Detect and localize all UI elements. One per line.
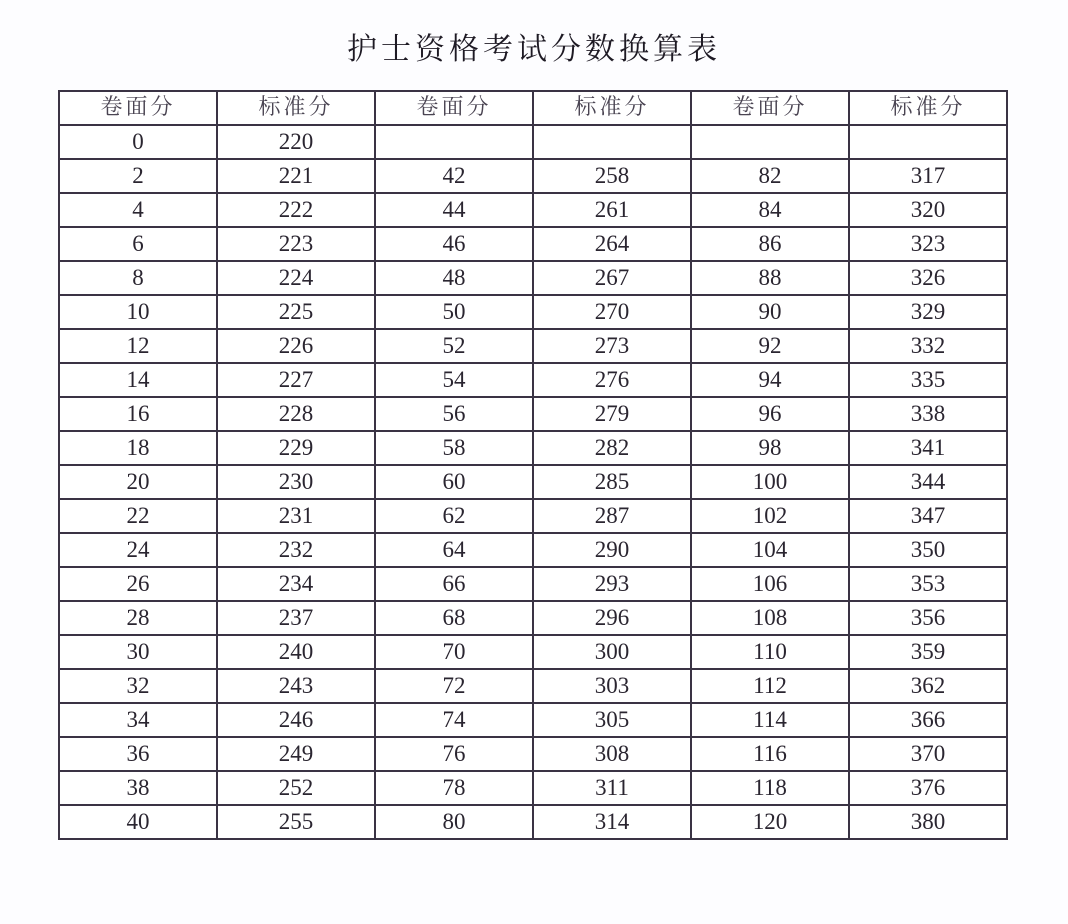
table-row xyxy=(59,771,1007,805)
cell-standard-score-3: 347 xyxy=(849,499,1007,533)
cell-raw-score-2: 54 xyxy=(375,363,533,397)
cell-raw-score-3: 84 xyxy=(691,193,849,227)
cell-standard-score-1: 231 xyxy=(217,499,375,533)
cell-standard-score-1: 220 xyxy=(217,125,375,159)
cell-raw-score-1: 40 xyxy=(59,805,217,839)
cell-standard-score-2: 282 xyxy=(533,431,691,465)
cell-raw-score-1: 4 xyxy=(59,193,217,227)
cell-standard-score-3: 338 xyxy=(849,397,1007,431)
cell-standard-score-2: 287 xyxy=(533,499,691,533)
score-conversion-table xyxy=(58,90,1008,840)
table-row xyxy=(59,669,1007,703)
cell-raw-score-1: 10 xyxy=(59,295,217,329)
table-header-row xyxy=(59,91,1007,125)
cell-raw-score-3: 98 xyxy=(691,431,849,465)
header-raw-score-2: 卷面分 xyxy=(375,91,533,125)
cell-raw-score-3: 118 xyxy=(691,771,849,805)
cell-raw-score-3: 112 xyxy=(691,669,849,703)
cell-standard-score-2: 285 xyxy=(533,465,691,499)
cell-standard-score-1: 255 xyxy=(217,805,375,839)
cell-raw-score-2: 58 xyxy=(375,431,533,465)
cell-standard-score-1: 226 xyxy=(217,329,375,363)
cell-standard-score-3: 376 xyxy=(849,771,1007,805)
table-row xyxy=(59,227,1007,261)
cell-raw-score-2: 76 xyxy=(375,737,533,771)
cell-raw-score-1: 28 xyxy=(59,601,217,635)
cell-standard-score-2: 276 xyxy=(533,363,691,397)
cell-standard-score-1: 246 xyxy=(217,703,375,737)
cell-raw-score-3: 120 xyxy=(691,805,849,839)
cell-raw-score-3 xyxy=(691,125,849,159)
cell-standard-score-1: 225 xyxy=(217,295,375,329)
cell-standard-score-3: 335 xyxy=(849,363,1007,397)
cell-raw-score-3: 86 xyxy=(691,227,849,261)
cell-raw-score-2: 50 xyxy=(375,295,533,329)
table-row xyxy=(59,295,1007,329)
cell-raw-score-1: 24 xyxy=(59,533,217,567)
cell-raw-score-1: 12 xyxy=(59,329,217,363)
cell-standard-score-1: 249 xyxy=(217,737,375,771)
cell-standard-score-3: 362 xyxy=(849,669,1007,703)
cell-raw-score-1: 14 xyxy=(59,363,217,397)
cell-raw-score-2: 78 xyxy=(375,771,533,805)
cell-raw-score-2: 74 xyxy=(375,703,533,737)
cell-raw-score-3: 94 xyxy=(691,363,849,397)
table-row xyxy=(59,805,1007,839)
cell-standard-score-2: 290 xyxy=(533,533,691,567)
table-row xyxy=(59,125,1007,159)
cell-standard-score-2: 279 xyxy=(533,397,691,431)
cell-raw-score-3: 96 xyxy=(691,397,849,431)
cell-standard-score-3: 344 xyxy=(849,465,1007,499)
table-body xyxy=(59,125,1007,839)
table-row xyxy=(59,533,1007,567)
cell-raw-score-1: 2 xyxy=(59,159,217,193)
header-standard-score-2: 标准分 xyxy=(533,91,691,125)
cell-standard-score-2: 300 xyxy=(533,635,691,669)
cell-standard-score-3: 353 xyxy=(849,567,1007,601)
cell-standard-score-1: 229 xyxy=(217,431,375,465)
table-row xyxy=(59,159,1007,193)
cell-standard-score-3: 359 xyxy=(849,635,1007,669)
cell-raw-score-3: 106 xyxy=(691,567,849,601)
cell-standard-score-2: 273 xyxy=(533,329,691,363)
cell-raw-score-2: 56 xyxy=(375,397,533,431)
cell-standard-score-3: 370 xyxy=(849,737,1007,771)
table-row xyxy=(59,737,1007,771)
cell-standard-score-2: 270 xyxy=(533,295,691,329)
cell-standard-score-3: 380 xyxy=(849,805,1007,839)
table-row xyxy=(59,431,1007,465)
cell-standard-score-1: 230 xyxy=(217,465,375,499)
cell-raw-score-2: 52 xyxy=(375,329,533,363)
table-row xyxy=(59,635,1007,669)
cell-standard-score-2: 261 xyxy=(533,193,691,227)
cell-standard-score-3: 350 xyxy=(849,533,1007,567)
header-standard-score-1: 标准分 xyxy=(217,91,375,125)
cell-raw-score-3: 116 xyxy=(691,737,849,771)
cell-raw-score-3: 90 xyxy=(691,295,849,329)
cell-standard-score-1: 237 xyxy=(217,601,375,635)
cell-raw-score-3: 88 xyxy=(691,261,849,295)
cell-raw-score-2: 46 xyxy=(375,227,533,261)
cell-standard-score-3: 323 xyxy=(849,227,1007,261)
cell-standard-score-1: 228 xyxy=(217,397,375,431)
cell-raw-score-3: 114 xyxy=(691,703,849,737)
cell-standard-score-1: 234 xyxy=(217,567,375,601)
cell-raw-score-1: 22 xyxy=(59,499,217,533)
cell-standard-score-3: 320 xyxy=(849,193,1007,227)
table-row xyxy=(59,329,1007,363)
table-row xyxy=(59,397,1007,431)
cell-raw-score-2: 72 xyxy=(375,669,533,703)
cell-standard-score-1: 224 xyxy=(217,261,375,295)
cell-raw-score-1: 34 xyxy=(59,703,217,737)
cell-raw-score-3: 104 xyxy=(691,533,849,567)
cell-raw-score-2: 68 xyxy=(375,601,533,635)
table-row xyxy=(59,465,1007,499)
cell-raw-score-3: 108 xyxy=(691,601,849,635)
cell-raw-score-3: 102 xyxy=(691,499,849,533)
cell-standard-score-2: 267 xyxy=(533,261,691,295)
cell-standard-score-1: 240 xyxy=(217,635,375,669)
cell-raw-score-2: 44 xyxy=(375,193,533,227)
cell-raw-score-1: 8 xyxy=(59,261,217,295)
cell-standard-score-2 xyxy=(533,125,691,159)
cell-standard-score-1: 221 xyxy=(217,159,375,193)
header-raw-score-3: 卷面分 xyxy=(691,91,849,125)
cell-raw-score-1: 16 xyxy=(59,397,217,431)
cell-raw-score-2: 66 xyxy=(375,567,533,601)
cell-raw-score-1: 36 xyxy=(59,737,217,771)
cell-raw-score-2: 64 xyxy=(375,533,533,567)
cell-standard-score-3 xyxy=(849,125,1007,159)
cell-standard-score-1: 232 xyxy=(217,533,375,567)
cell-standard-score-3: 341 xyxy=(849,431,1007,465)
table-row xyxy=(59,261,1007,295)
table-row xyxy=(59,499,1007,533)
cell-standard-score-2: 258 xyxy=(533,159,691,193)
cell-standard-score-3: 317 xyxy=(849,159,1007,193)
cell-standard-score-2: 264 xyxy=(533,227,691,261)
cell-standard-score-2: 314 xyxy=(533,805,691,839)
table-row xyxy=(59,601,1007,635)
cell-standard-score-1: 223 xyxy=(217,227,375,261)
cell-raw-score-1: 32 xyxy=(59,669,217,703)
cell-standard-score-2: 311 xyxy=(533,771,691,805)
cell-raw-score-2: 62 xyxy=(375,499,533,533)
table-row xyxy=(59,193,1007,227)
cell-raw-score-3: 92 xyxy=(691,329,849,363)
cell-raw-score-1: 18 xyxy=(59,431,217,465)
cell-raw-score-2 xyxy=(375,125,533,159)
cell-standard-score-1: 222 xyxy=(217,193,375,227)
cell-standard-score-2: 305 xyxy=(533,703,691,737)
cell-standard-score-3: 366 xyxy=(849,703,1007,737)
cell-standard-score-1: 227 xyxy=(217,363,375,397)
cell-raw-score-1: 30 xyxy=(59,635,217,669)
cell-raw-score-1: 0 xyxy=(59,125,217,159)
cell-raw-score-3: 82 xyxy=(691,159,849,193)
cell-standard-score-2: 308 xyxy=(533,737,691,771)
cell-standard-score-2: 293 xyxy=(533,567,691,601)
cell-raw-score-1: 20 xyxy=(59,465,217,499)
cell-standard-score-3: 326 xyxy=(849,261,1007,295)
cell-raw-score-3: 100 xyxy=(691,465,849,499)
cell-raw-score-2: 60 xyxy=(375,465,533,499)
cell-standard-score-1: 252 xyxy=(217,771,375,805)
cell-raw-score-2: 48 xyxy=(375,261,533,295)
header-raw-score-1: 卷面分 xyxy=(59,91,217,125)
cell-standard-score-2: 303 xyxy=(533,669,691,703)
header-standard-score-3: 标准分 xyxy=(849,91,1007,125)
table-row xyxy=(59,703,1007,737)
page-title: 护士资格考试分数换算表 xyxy=(347,32,721,67)
cell-standard-score-1: 243 xyxy=(217,669,375,703)
table-row xyxy=(59,567,1007,601)
cell-raw-score-3: 110 xyxy=(691,635,849,669)
cell-standard-score-3: 329 xyxy=(849,295,1007,329)
cell-raw-score-2: 42 xyxy=(375,159,533,193)
cell-standard-score-2: 296 xyxy=(533,601,691,635)
table-row xyxy=(59,363,1007,397)
cell-raw-score-2: 80 xyxy=(375,805,533,839)
cell-standard-score-3: 356 xyxy=(849,601,1007,635)
cell-raw-score-1: 26 xyxy=(59,567,217,601)
cell-raw-score-2: 70 xyxy=(375,635,533,669)
cell-raw-score-1: 38 xyxy=(59,771,217,805)
cell-raw-score-1: 6 xyxy=(59,227,217,261)
cell-standard-score-3: 332 xyxy=(849,329,1007,363)
